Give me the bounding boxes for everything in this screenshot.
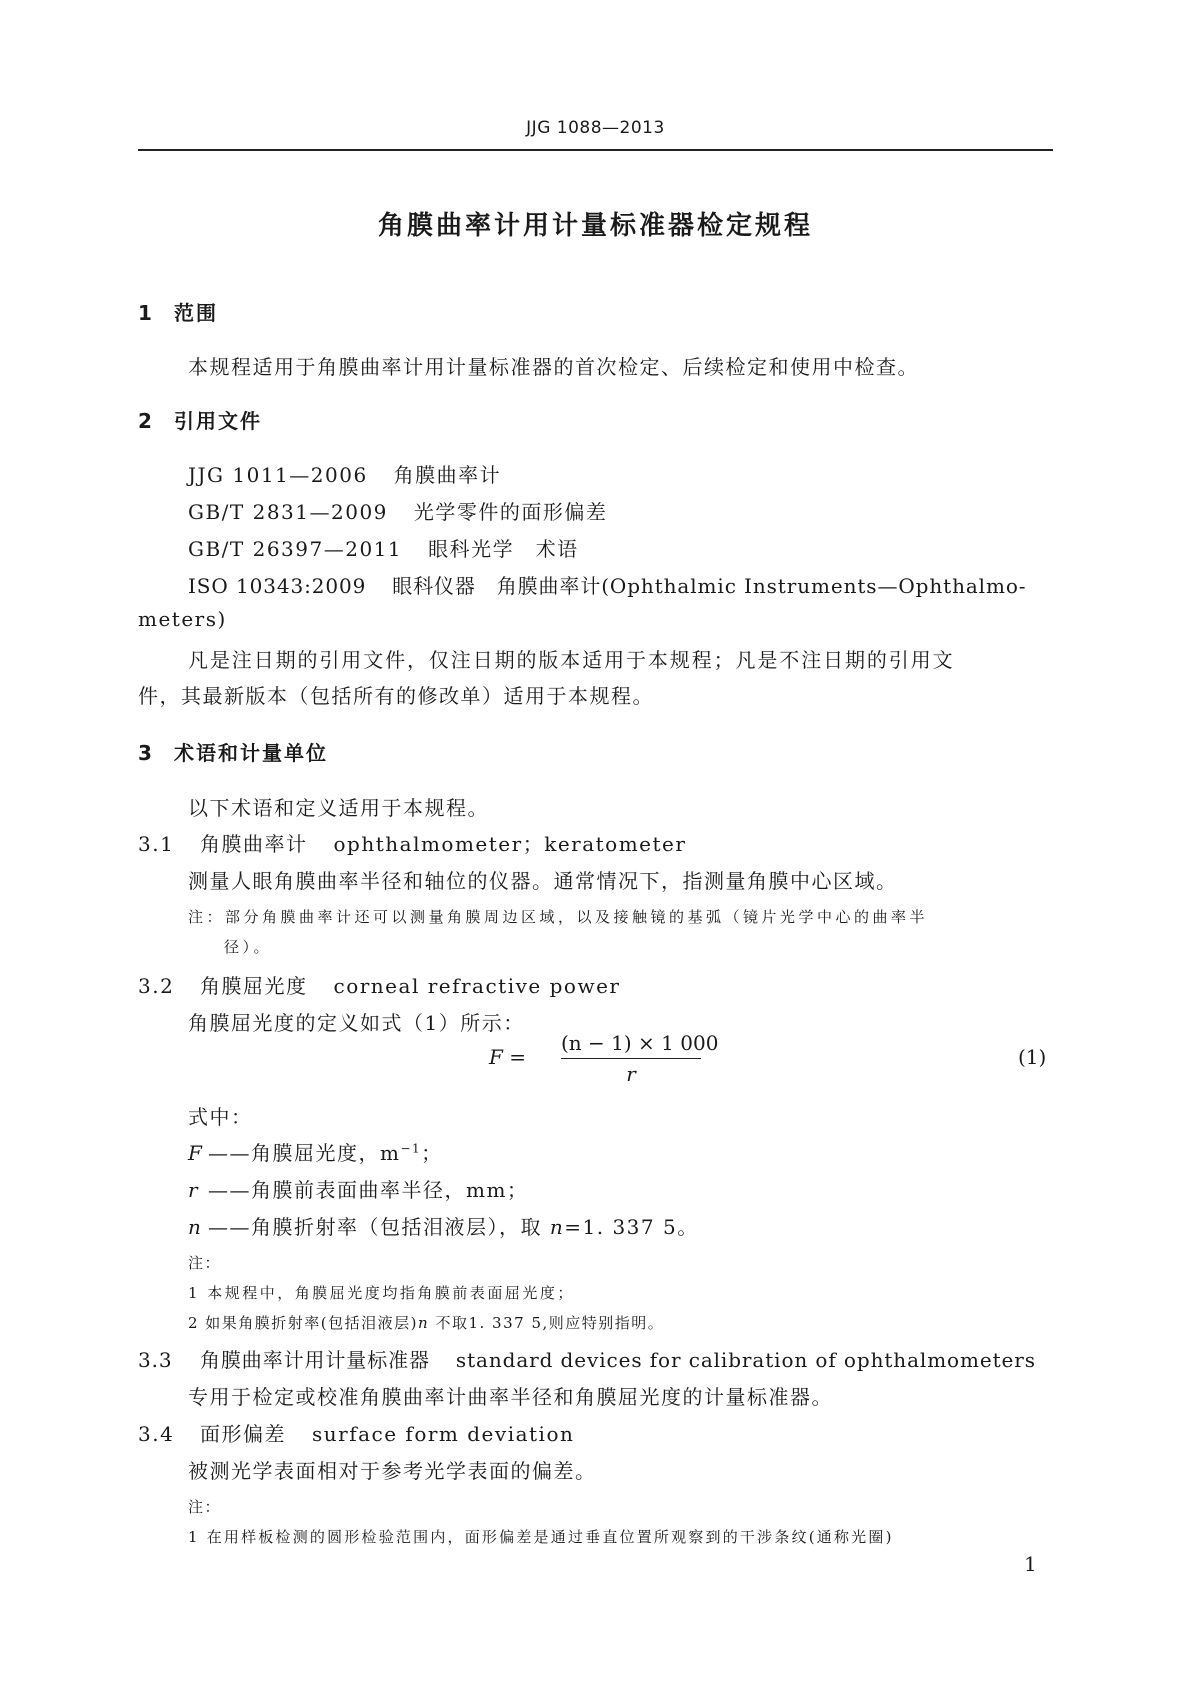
reference-item bbox=[188, 496, 607, 525]
term-en: standard devices for calibration of ophthalmometers bbox=[455, 1348, 1036, 1372]
term-cn: 角膜曲率计 bbox=[200, 832, 308, 856]
term-3-4 bbox=[138, 1418, 574, 1447]
term-en: surface form deviation bbox=[312, 1422, 575, 1446]
header-divider bbox=[138, 149, 1053, 151]
term-cn: 面形偏差 bbox=[200, 1422, 286, 1446]
variable-F: F ——角膜屈光度，$m^{-1}$； bbox=[188, 1141, 443, 1165]
term-number: 3.4 bbox=[138, 1422, 175, 1446]
fraction-bar bbox=[561, 1058, 701, 1059]
variable-symbol: F bbox=[188, 1141, 204, 1165]
reference-code: JJG 1011—2006 bbox=[188, 463, 368, 487]
formula-lhs: F = bbox=[489, 1045, 526, 1069]
reference-name: 光学零件的面形偏差 bbox=[413, 500, 608, 524]
reference-name: 眼科仪器 角膜曲率计(Ophthalmic Instruments—Ophthalmo- bbox=[392, 574, 1027, 598]
page-number: 1 bbox=[1024, 1552, 1039, 1576]
section-3-heading bbox=[138, 737, 328, 766]
where-label: 式中： bbox=[188, 1105, 253, 1129]
term-3-4-note-1: 1 在用样板检测的圆形检验范围内，面形偏差是通过垂直位置所观察到的干涉条纹(通称光圈) bbox=[188, 1528, 894, 1546]
term-3-2-note-heading: 注： bbox=[188, 1254, 222, 1272]
reference-item bbox=[188, 533, 579, 562]
term-3-2-note-2: 2 如果角膜折射率(包括泪液层)n 不取1. 337 5,则应特别指明。 bbox=[188, 1314, 665, 1332]
reference-code: GB/T 26397—2011 bbox=[188, 537, 403, 561]
reference-item bbox=[188, 459, 501, 488]
term-3-4-note-heading: 注： bbox=[188, 1498, 222, 1516]
term-3-1-definition: 测量人眼角膜曲率半径和轴位的仪器。通常情况下，指测量角膜中心区域。 bbox=[188, 869, 898, 893]
section-2-heading bbox=[138, 405, 262, 434]
reference-code: GB/T 2831—2009 bbox=[188, 500, 388, 524]
term-cn: 角膜曲率计用计量标准器 bbox=[200, 1348, 430, 1372]
section-number: 1 bbox=[138, 301, 154, 325]
term-number: 3.1 bbox=[138, 832, 175, 856]
formula-tag: (1) bbox=[1018, 1045, 1047, 1069]
section-title: 术语和计量单位 bbox=[174, 741, 328, 765]
term-cn: 角膜屈光度 bbox=[200, 974, 308, 998]
section-number: 2 bbox=[138, 409, 154, 433]
term-3-1-note-line-2: 径）。 bbox=[224, 938, 273, 956]
standard-code-header: JJG 1088—2013 bbox=[526, 118, 665, 138]
formula-numerator: (n − 1) × 1 000 bbox=[561, 1031, 719, 1055]
section-title: 引用文件 bbox=[174, 409, 262, 433]
term-3-2 bbox=[138, 970, 620, 999]
term-3-4-definition: 被测光学表面相对于参考光学表面的偏差。 bbox=[188, 1459, 597, 1483]
term-3-3 bbox=[138, 1344, 1036, 1373]
term-3-3-definition: 专用于检定或校准角膜曲率计曲率半径和角膜屈光度的计量标准器。 bbox=[188, 1385, 833, 1409]
variable-symbol: r bbox=[188, 1178, 200, 1202]
reference-item bbox=[188, 570, 1026, 599]
section-number: 3 bbox=[138, 741, 154, 765]
variable-description: ——角膜前表面曲率半径，mm； bbox=[208, 1178, 529, 1202]
term-number: 3.2 bbox=[138, 974, 175, 998]
reference-code: ISO 10343:2009 bbox=[188, 574, 367, 598]
reference-continuation: meters) bbox=[138, 607, 227, 631]
reference-name: 角膜曲率计 bbox=[393, 463, 502, 487]
section-title: 范围 bbox=[174, 301, 218, 325]
term-3-1 bbox=[138, 828, 686, 857]
section-2-paragraph-line-2: 件，其最新版本（包括所有的修改单）适用于本规程。 bbox=[138, 684, 654, 708]
term-en: corneal refractive power bbox=[333, 974, 621, 998]
variable-symbol: n bbox=[188, 1215, 203, 1239]
variable-n: n ——角膜折射率（包括泪液层），取 n=1. 337 5。 bbox=[188, 1215, 699, 1239]
document-title: 角膜曲率计用计量标准器检定规程 bbox=[377, 211, 813, 241]
section-1-heading bbox=[138, 297, 218, 326]
section-1-paragraph: 本规程适用于角膜曲率计用计量标准器的首次检定、后续检定和使用中检查。 bbox=[188, 355, 919, 379]
term-number: 3.3 bbox=[138, 1348, 173, 1372]
variable-description: ——角膜折射率（包括泪液层），取 bbox=[208, 1215, 542, 1239]
term-3-1-note-line-1: 注：部分角膜曲率计还可以测量角膜周边区域，以及接触镜的基弧（镜片光学中心的曲率半 bbox=[188, 908, 929, 926]
term-3-2-note-1: 1 本规程中，角膜屈光度均指角膜前表面屈光度； bbox=[188, 1284, 575, 1302]
section-3-intro: 以下术语和定义适用于本规程。 bbox=[188, 796, 489, 820]
section-2-paragraph-line-1: 凡是注日期的引用文件，仅注日期的版本适用于本规程；凡是不注日期的引用文 bbox=[188, 648, 955, 672]
term-en: ophthalmometer；keratometer bbox=[333, 832, 687, 856]
unit-exponent: −1 bbox=[400, 1141, 422, 1156]
variable-description: ——角膜屈光度，m bbox=[208, 1141, 401, 1165]
reference-name: 眼科光学 术语 bbox=[428, 537, 579, 561]
formula-denominator: r bbox=[626, 1062, 636, 1086]
variable-r bbox=[188, 1174, 528, 1203]
term-3-2-definition: 角膜屈光度的定义如式（1）所示： bbox=[188, 1011, 525, 1035]
